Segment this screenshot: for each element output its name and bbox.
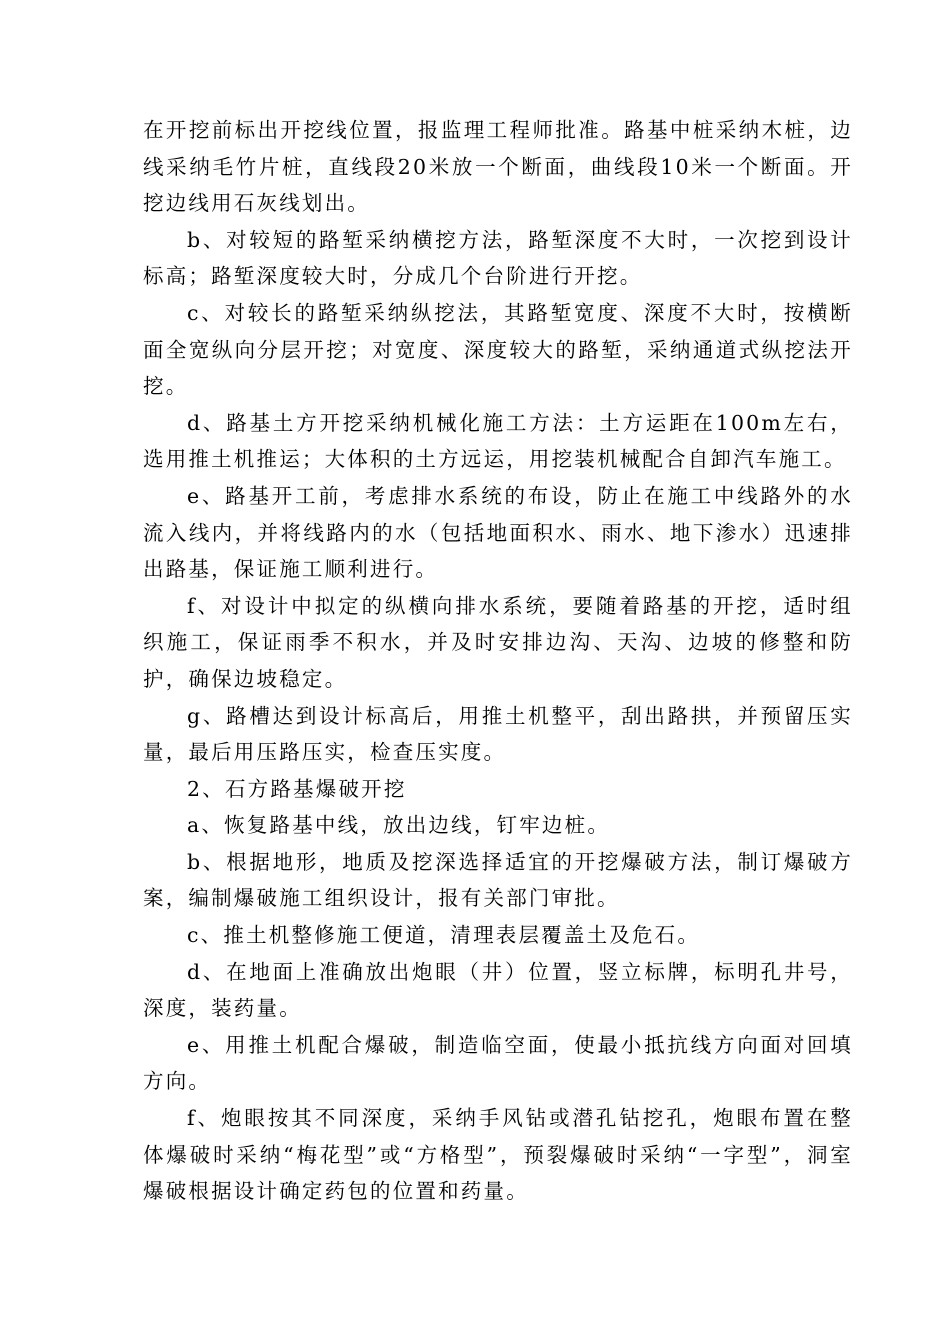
paragraph: c、对较长的路堑采纳纵挖法，其路堑宽度、深度不大时，按横断面全宽纵向分层开挖；对宽度、深度较大的路堑，采纳通道式纵挖法开挖。 [143,300,853,399]
paragraph: e、路基开工前，考虑排水系统的布设，防止在施工中线路外的水流入线内，并将线路内的水（包括地面积水、雨水、地下渗水）迅速排出路基，保证施工顺利进行。 [143,483,853,582]
document-body [143,112,853,1210]
paragraph: d、路基土方开挖采纳机械化施工方法：土方运距在100m左右，选用推土机推运；大体积的土方远运，用挖装机械配合自卸汽车施工。 [143,410,853,472]
paragraph: b、根据地形，地质及挖深选择适宜的开挖爆破方法，制订爆破方案，编制爆破施工组织设计，报有关部门审批。 [143,849,853,911]
paragraph: f、炮眼按其不同深度，采纳手风钻或潜孔钻挖孔，炮眼布置在整体爆破时采纳“梅花型”或“方格型”，预裂爆破时采纳“一字型”，洞室爆破根据设计确定药包的位置和药量。 [143,1106,853,1204]
paragraph: c、推土机整修施工便道，清理表层覆盖土及危石。 [187,923,701,948]
paragraph: e、用推土机配合爆破，制造临空面，使最小抵抗线方向面对回填方向。 [143,1032,853,1094]
paragraph: a、恢复路基中线，放出边线，钉牢边桩。 [187,813,611,838]
paragraph: g、路槽达到设计标高后，用推土机整平，刮出路拱，并预留压实量，最后用压路压实，检查压实度。 [143,703,853,765]
section-heading: 2、石方路基爆破开挖 [187,776,407,801]
paragraph: d、在地面上准确放出炮眼（井）位置，竖立标牌，标明孔井号，深度，装药量。 [143,959,853,1021]
paragraph: f、对设计中拟定的纵横向排水系统，要随着路基的开挖，适时组织施工，保证雨季不积水，并及时安排边沟、天沟、边坡的修整和防护，确保边坡稳定。 [143,593,853,691]
paragraph: 在开挖前标出开挖线位置，报监理工程师批准。路基中桩采纳木桩，边线采纳毛竹片桩，直线段20米放一个断面，曲线段10米一个断面。开挖边线用石灰线划出。 [143,118,853,216]
paragraph: b、对较短的路堑采纳横挖方法，路堑深度不大时，一次挖到设计标高；路堑深度较大时，分成几个台阶进行开挖。 [143,227,853,289]
